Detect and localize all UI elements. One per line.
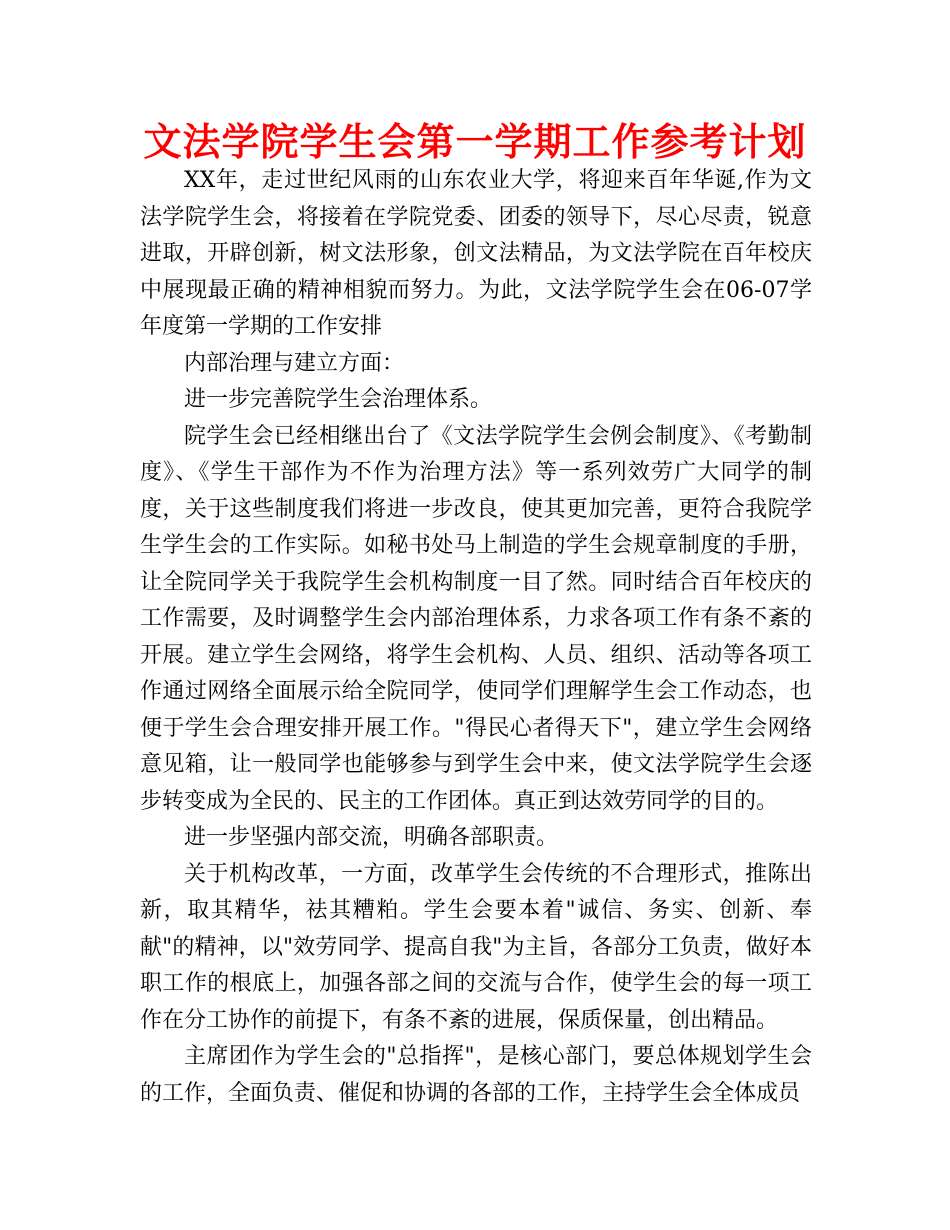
document-title: 文法学院学生会第一学期工作参考计划: [143, 119, 807, 164]
paragraph-subheading-1: 进一步完善院学生会治理体系。: [184, 387, 493, 412]
paragraph-section-heading: 内部治理与建立方面：: [184, 350, 405, 376]
paragraph-subheading-2: 进一步坚强内部交流，明确各部职责。: [184, 825, 559, 850]
paragraph-body-2: 关于机构改革，一方面，改革学生会传统的不合理形式，推陈出新，取其精华，祛其糟粕。学生会要本着"诚信、务实、创新、奉献"的精神，以"效劳同学、提高自我"为主旨，各部分工负责，做好本职工作的根底上，加强各部之间的交流与合作，使学生会的每一项工作在分工协作的前提下，有条不紊的进展，保质保量，创出精品。: [140, 861, 812, 1033]
document-body: [140, 163, 812, 1112]
paragraph-body-1: 院学生会已经相继出台了《文法学院学生会例会制度》、《考勤制度》、《学生干部作为不作为治理方法》等一系列效劳广大同学的制度，关于这些制度我们将进一步改良，使其更加完善，更符合我院学生学生会的工作实际。如秘书处马上制造的学生会规章制度的手册，让全院同学关于我院学生会机构制度一目了然。同时结合百年校庆的工作需要，及时调整学生会内部治理体系，力求各项工作有条不紊的开展。建立学生会网络，将学生会机构、人员、组织、活动等各项工作通过网络全面展示给全院同学，使同学们理解学生会工作动态，也便于学生会合理安排开展工作。"得民心者得天下"，建立学生会网络意见箱，让一般同学也能够参与到学生会中来，使文法学院学生会逐步转变成为全民的、民主的工作团体。真正到达效劳同学的目的。: [140, 423, 812, 814]
paragraph-intro: XX年，走过世纪风雨的山东农业大学，将迎来百年华诞,作为文法学院学生会，将接着在学院党委、团委的领导下，尽心尽责，锐意进取，开辟创新，树文法形象，创文法精品，为文法学院在百年校庆中展现最正确的精神相貌而努力。为此，文法学院学生会在06-07学年度第一学期的工作安排: [140, 168, 812, 339]
paragraph-body-3: 主席团作为学生会的"总指挥"，是核心部门，要总体规划学生会的工作，全面负责、催促和协调的各部的工作，主持学生会全体成员: [140, 1044, 812, 1106]
